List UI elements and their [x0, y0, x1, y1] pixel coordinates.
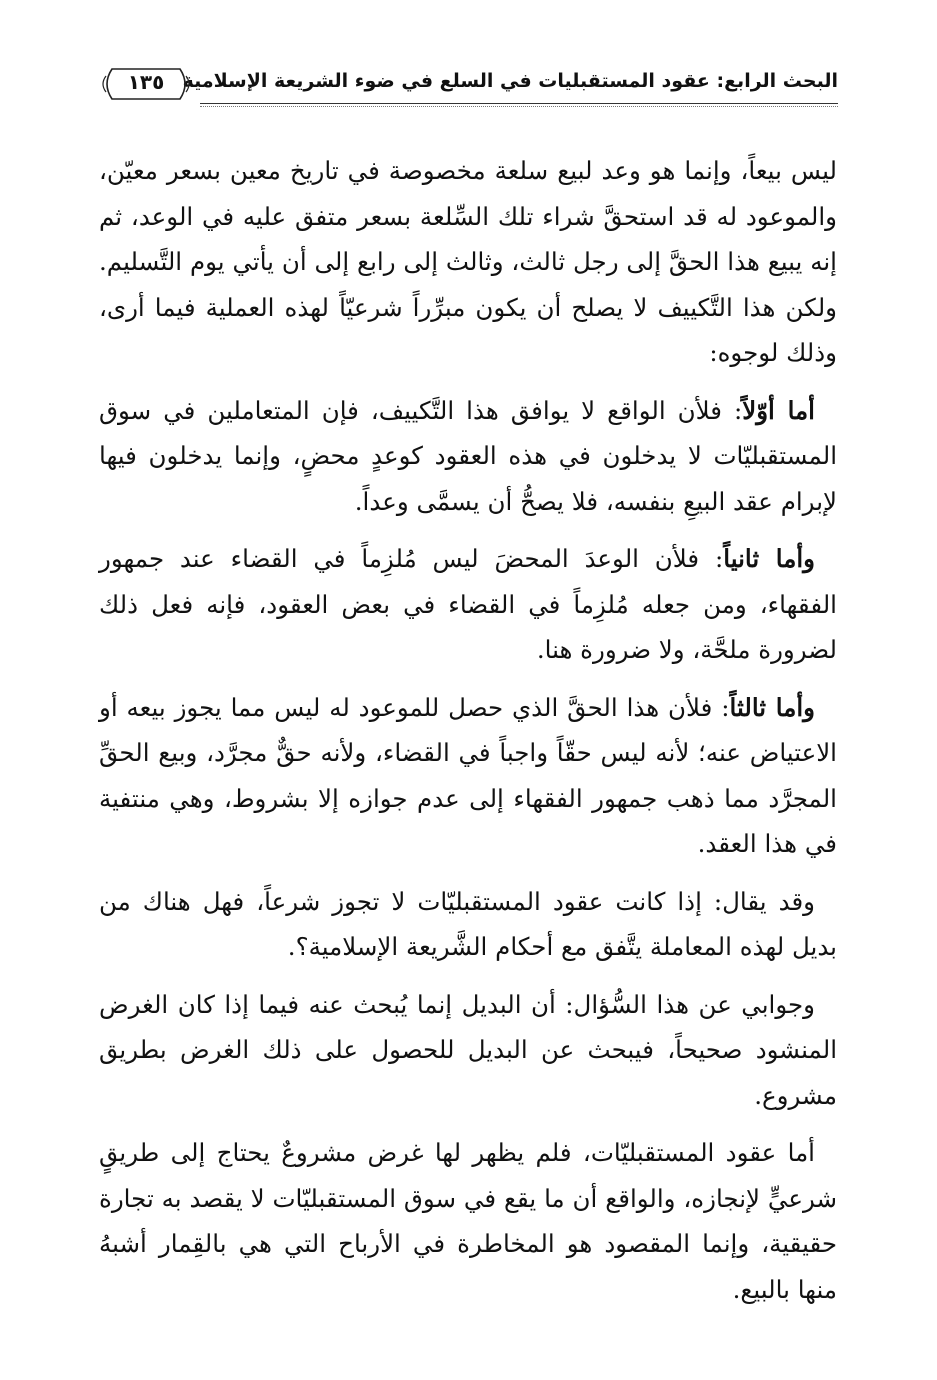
body-text: [99, 148, 837, 1324]
page-number-ornament: [100, 66, 192, 102]
paragraph: [99, 388, 837, 525]
paragraph: [99, 685, 837, 867]
paragraph-text: : فلأن الواقع لا يوافق هذا التَّكييف، فإن المتعاملين في سوق المستقبليّات لا يدخلون في هذه العقود كوعدٍ محضٍ، وإنما يدخلون فيها لإبرام عقد البيعِ بنفسه، فلا يصحُّ أن يسمَّى وعداً.: [99, 395, 837, 516]
header-rule: [200, 103, 838, 104]
paragraph-text: : فلأن الوعدَ المحضَ ليس مُلزِماً في القضاء عند جمهور الفقهاء، ومن جعله مُلزِماً في القضاء في بعض العقود، فإنه فعل ذلك لضرورة ملحَّة، ولا ضرورة هنا.: [99, 544, 837, 664]
paragraph-text: : فلأن هذا الحقَّ الذي حصل للموعود له ليس مما يجوز بيعه أو الاعتياض عنه؛ لأنه ليس حقّاً واجباً في القضاء، ولأنه حقٌّ مجرَّد، وبيع الحقِّ المجرَّد مما ذهب جمهور الفقهاء إلى عدم جوازه إلا بشروط، وهي منتفية في هذا العقد.: [99, 692, 837, 858]
running-title: البحث الرابع: عقود المستقبليات في السلع في ضوء الشريعة الإسلامية: [182, 70, 838, 92]
paragraph-text: وجوابي عن هذا السُّؤال: أن البديل إنما يُبحث عنه فيما إذا كان الغرض المنشود صحيحاً، فيبحث عن البديل للحصول على ذلك الغرض بطريق مشروع.: [99, 989, 837, 1110]
paragraph: [99, 536, 837, 673]
paragraph-text: أما عقود المستقبليّات، فلم يظهر لها غرض مشروعٌ يحتاج إلى طريقٍ شرعيٍّ لإنجازه، والواقع أن ما يقع في سوق المستقبليّات لا يقصد به تجارة حقيقية، وإنما المقصود هو المخاطرة في الأرباح التي هي بالقِمار أشبهُ منها بالبيع.: [99, 1138, 837, 1304]
paragraph: [99, 879, 837, 970]
paragraph-lead: وأما ثالثاً: [729, 692, 815, 722]
paragraph: [99, 982, 837, 1119]
page-number: ١٣٥: [127, 70, 165, 94]
paragraph: [99, 148, 837, 376]
page-header: [100, 66, 838, 106]
paragraph-text: وقد يقال: إذا كانت عقود المستقبليّات لا تجوز شرعاً، فهل هناك من بديل لهذه المعاملة يتَّفق مع أحكام الشَّريعة الإسلامية؟.: [99, 886, 837, 961]
header-rule-dotted: [200, 106, 838, 107]
paragraph: [99, 1130, 837, 1312]
paragraph-text: ليس بيعاً، وإنما هو وعد لبيع سلعة مخصوصة في تاريخ معين بسعر معيّن، والموعود له قد استحقَّ شراء تلك السِّلعة بسعر متفق عليه في الوعد، ثم إنه يبيع هذا الحقَّ إلى رجل ثالث، وثالث إلى رابع إلى أن يأتي يوم التَّسليم. ولكن هذا التَّكييف لا يصلح أن يكون مبرِّراً شرعيّاً لهذه العملية فيما أرى، وذلك لوجوه:: [99, 156, 837, 367]
paragraph-lead: وأما ثانياً: [723, 544, 816, 573]
paragraph-lead: أما أوّلاً: [742, 395, 815, 425]
